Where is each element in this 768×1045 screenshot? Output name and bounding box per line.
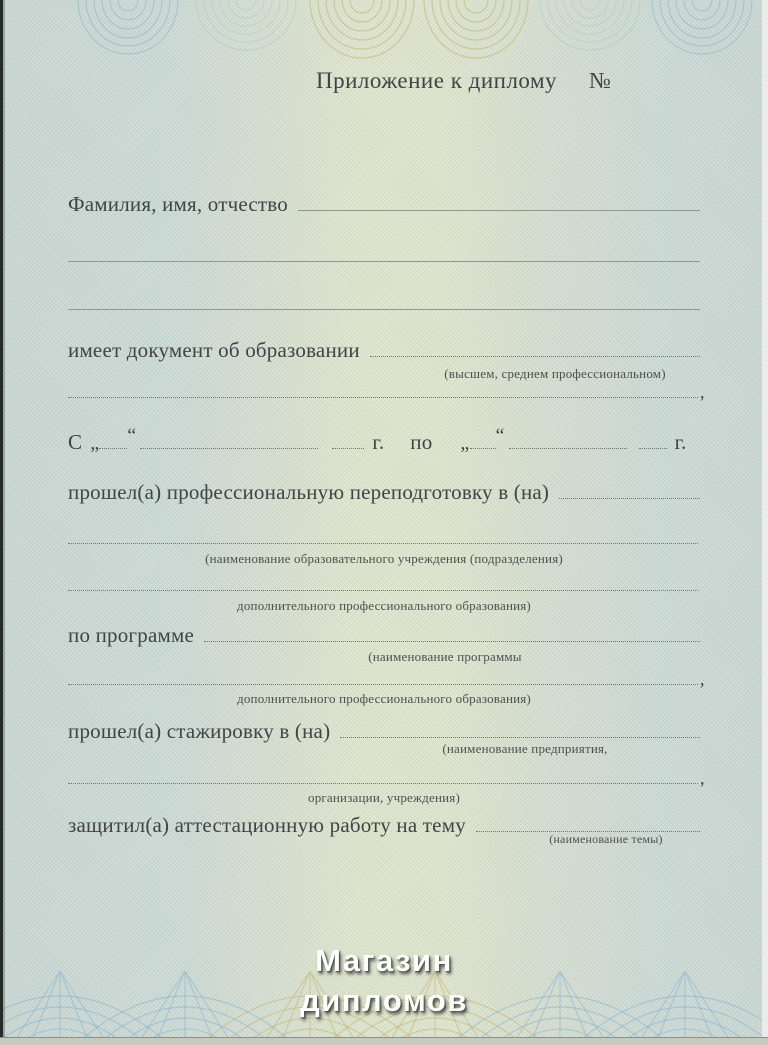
institution-caption-1: (наименование образовательного учреждения (подразделения) (205, 551, 563, 566)
open-quote: „ (460, 432, 470, 454)
watermark-line-2: дипломов (300, 983, 468, 1018)
program-fill-line (204, 639, 700, 642)
trailing-comma: , (700, 669, 705, 689)
scan-edge-bottom (0, 1037, 768, 1045)
period-from-label: С (68, 430, 83, 454)
full-name-row (68, 192, 700, 217)
program-caption-1: (наименование программы (368, 649, 522, 664)
month-fill (140, 433, 318, 449)
institution-caption-2: дополнительного профессионального образования) (237, 598, 531, 613)
day-fill (99, 433, 127, 449)
program-row (68, 623, 700, 648)
blank-line-1 (68, 261, 700, 262)
education-doc-fill-line (370, 354, 700, 357)
scan-edge-left-soft (3, 0, 5, 1045)
close-quote: “ (127, 425, 137, 447)
institution-fill-line-1 (68, 543, 698, 544)
trailing-comma: , (700, 768, 705, 788)
education-doc-label: имеет документ об образовании (68, 338, 360, 362)
period-row (68, 425, 700, 455)
thesis-caption: (наименование темы) (549, 832, 663, 846)
year-fill (332, 433, 364, 449)
document-title-row (316, 68, 612, 94)
year-label-2: г. (674, 430, 687, 454)
period-to-label: по (410, 430, 433, 454)
trailing-comma: , (700, 382, 705, 402)
retraining-label: прошел(а) профессиональную переподготовку в (на) (68, 480, 550, 504)
day-fill-2 (470, 433, 496, 449)
top-guilloche-border (0, 0, 768, 60)
number-sign: № (589, 68, 612, 93)
education-doc-fill-line-2 (68, 397, 698, 398)
education-doc-caption: (высшем, среднем профессиональном) (444, 366, 666, 381)
retraining-fill-line (559, 496, 700, 499)
program-label: по программе (68, 623, 194, 647)
program-fill-line-2 (68, 684, 698, 685)
internship-label: прошел(а) стажировку в (на) (68, 719, 331, 743)
open-quote: „ (90, 432, 100, 454)
full-name-label: Фамилия, имя, отчество (68, 192, 288, 216)
thesis-label: защитил(а) аттестационную работу на тему (68, 813, 466, 837)
month-fill-2 (509, 433, 627, 449)
watermark-line-1: Магазин (315, 943, 453, 978)
internship-fill-line-2 (68, 783, 698, 784)
blank-line-2 (68, 309, 700, 310)
scan-edge-right (762, 0, 768, 1045)
institution-fill-line-2 (68, 590, 698, 591)
document-title: Приложение к диплому (316, 68, 558, 93)
close-quote: “ (495, 425, 505, 447)
internship-caption-1: (наименование предприятия, (442, 741, 608, 756)
education-doc-row (68, 338, 700, 363)
internship-fill-line (340, 735, 700, 738)
shop-watermark (0, 941, 768, 1021)
internship-caption-2: организации, учреждения) (308, 790, 460, 805)
full-name-fill-line (298, 208, 700, 211)
retraining-row (68, 480, 700, 505)
year-label-1: г. (372, 430, 385, 454)
year-fill-2 (639, 433, 667, 449)
program-caption-2: дополнительного профессионального образования) (237, 691, 531, 706)
